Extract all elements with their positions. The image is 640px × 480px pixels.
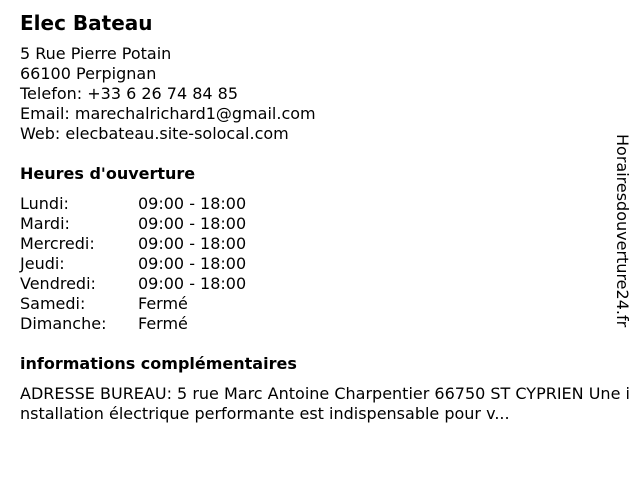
website-address: Web: elecbateau.site-solocal.com [20,124,289,143]
day-label: Mercredi: [20,234,95,253]
address-city: 66100 Perpignan [20,64,157,83]
hours-value: Fermé [138,314,188,333]
hours-heading: Heures d'ouverture [20,164,196,183]
hours-value: 09:00 - 18:00 [138,234,247,253]
info-heading: informations complémentaires [20,354,297,373]
hours-value: 09:00 - 18:00 [138,254,247,273]
day-label: Lundi: [20,194,69,213]
phone-number: Telefon: +33 6 26 74 84 85 [20,84,239,103]
day-label: Vendredi: [20,274,96,293]
hours-value: Fermé [138,294,188,313]
day-label: Jeudi: [20,254,65,273]
info-text: ADRESSE BUREAU: 5 rue Marc Antoine Charpentier 66750 ST CYPRIEN Une installation électrique performante est indispensable pour v... [20,384,630,423]
hours-value: 09:00 - 18:00 [138,194,247,213]
day-label: Dimanche: [20,314,107,333]
business-name: Elec Bateau [20,11,153,35]
contact-block [20,44,316,144]
site-watermark-label: Horairesdouverture24.fr [613,134,632,328]
hours-value: 09:00 - 18:00 [138,214,247,233]
day-label: Mardi: [20,214,70,233]
day-label: Samedi: [20,294,86,313]
hours-value: 09:00 - 18:00 [138,274,247,293]
email-address: Email: marechalrichard1@gmail.com [20,104,316,123]
address-street: 5 Rue Pierre Potain [20,44,172,63]
